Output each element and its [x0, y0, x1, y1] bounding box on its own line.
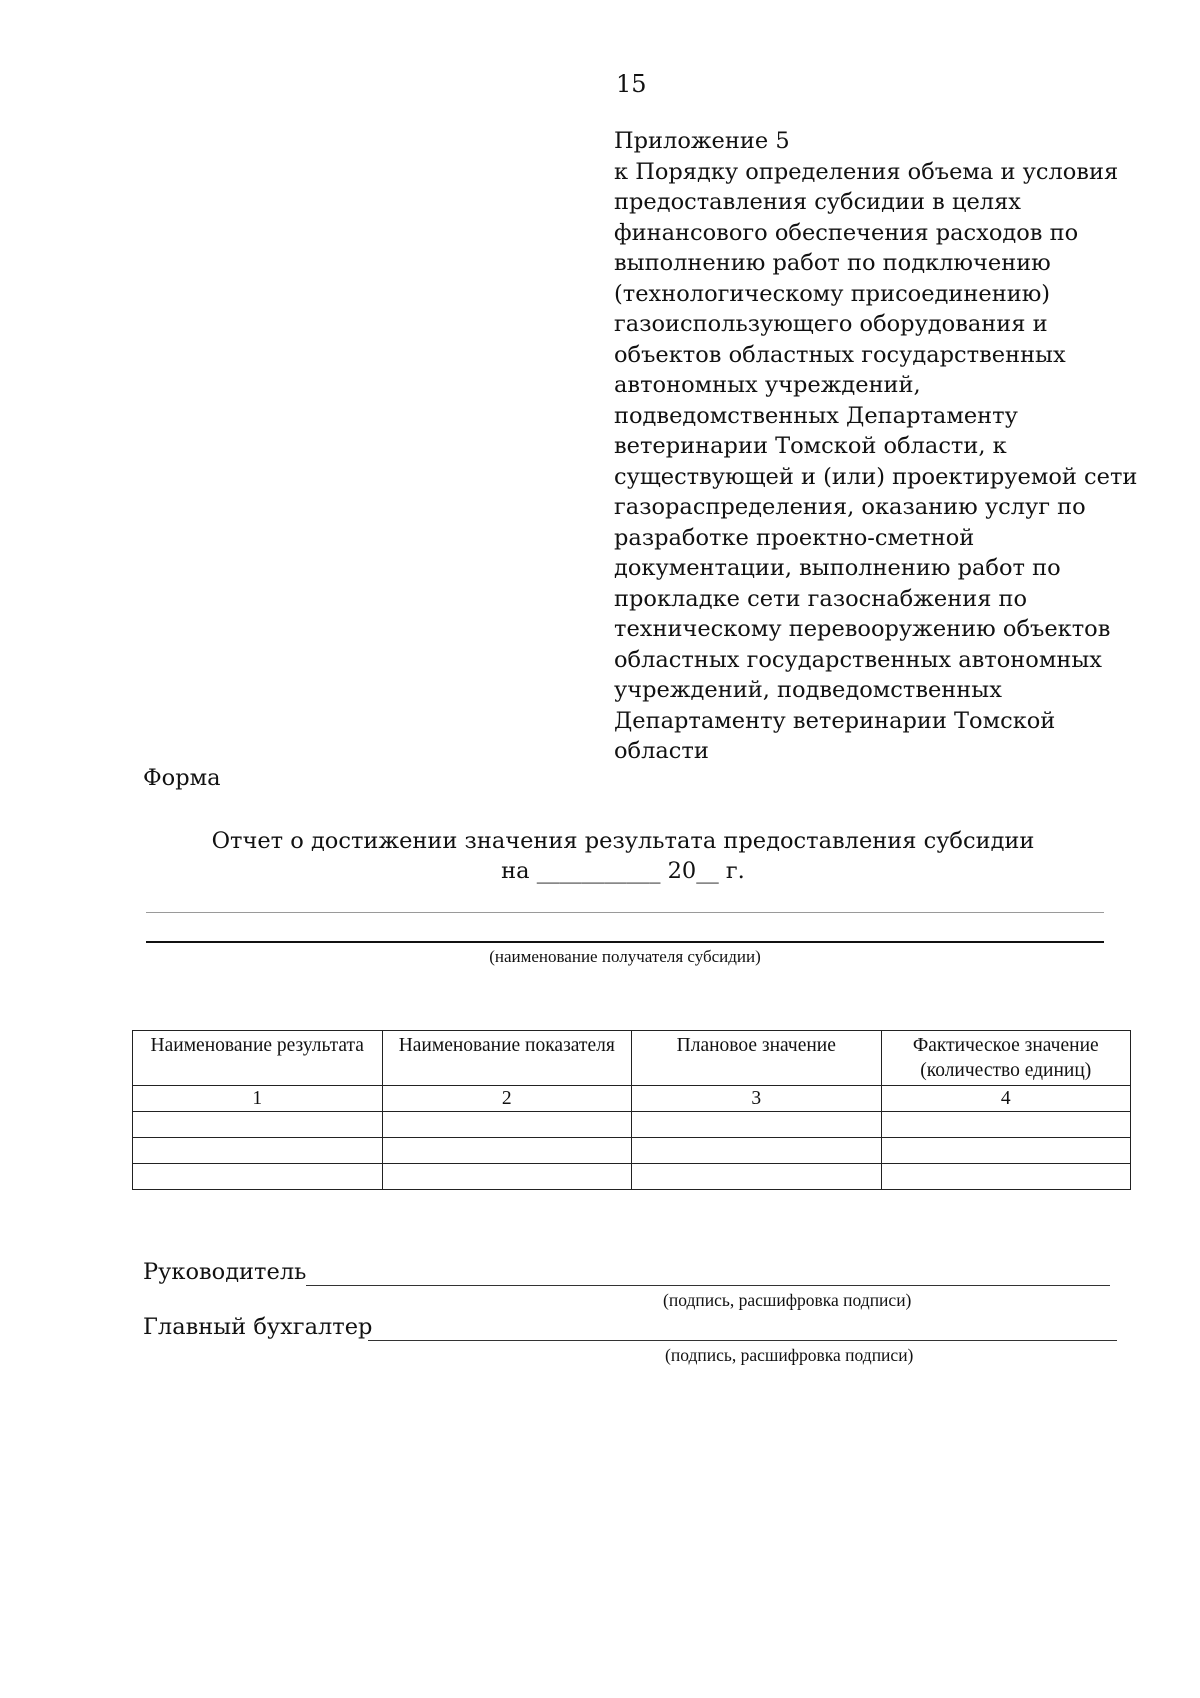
appendix-line: финансового обеспечения расходов по — [614, 219, 1079, 246]
table-cell — [382, 1112, 632, 1138]
results-table — [132, 1030, 1131, 1190]
table-cell — [382, 1138, 632, 1164]
table-cell — [133, 1138, 383, 1164]
page-number: 15 — [616, 70, 647, 98]
appendix-line: Департаменту ветеринарии Томской — [614, 707, 1056, 734]
table-header-cell: Наименование показателя — [382, 1031, 632, 1086]
appendix-line: газораспределения, оказанию услуг по — [614, 494, 1086, 520]
appendix-line: предоставления субсидии в целях — [614, 189, 1021, 215]
column-number-cell: 2 — [382, 1086, 632, 1112]
table-cell — [632, 1138, 882, 1164]
head-signature-caption: (подпись, расшифровка подписи) — [663, 1290, 912, 1310]
appendix-line: Приложение 5 — [614, 128, 790, 154]
head-signature-label: Руководитель — [143, 1259, 307, 1285]
accountant-signature-caption: (подпись, расшифровка подписи) — [665, 1345, 914, 1365]
column-number-cell: 4 — [881, 1086, 1131, 1112]
table-header-cell: Плановое значение — [632, 1031, 882, 1086]
table-cell — [133, 1164, 383, 1190]
table-row — [133, 1164, 1131, 1190]
table-cell — [632, 1164, 882, 1190]
recipient-name-underline — [146, 941, 1104, 943]
appendix-line: учреждений, подведомственных — [614, 677, 1002, 703]
accountant-signature-line — [368, 1340, 1117, 1341]
appendix-line: документации, выполнению работ по — [614, 555, 1061, 581]
recipient-caption: (наименование получателя субсидии) — [489, 947, 761, 966]
appendix-line: существующей и (или) проектируемой сети — [614, 463, 1138, 490]
table-row — [133, 1138, 1131, 1164]
table-cell — [632, 1112, 882, 1138]
report-date-line: на ___________ 20__ г. — [501, 858, 745, 884]
appendix-line: газоиспользующего оборудования и — [614, 311, 1048, 337]
appendix-line: автономных учреждений, — [614, 372, 921, 398]
table-header-cell: Наименование результата — [133, 1031, 383, 1086]
appendix-line: (технологическому присоединению) — [614, 280, 1051, 307]
table-header-row — [133, 1031, 1131, 1086]
form-label: Форма — [143, 765, 221, 791]
accountant-signature-label: Главный бухгалтер — [143, 1314, 373, 1340]
table-column-number-row — [133, 1086, 1131, 1112]
table-cell — [881, 1112, 1131, 1138]
table-cell — [881, 1138, 1131, 1164]
appendix-header — [614, 126, 1138, 767]
report-title: Отчет о достижении значения результата предоставления субсидии — [211, 828, 1035, 854]
appendix-line: подведомственных Департаменту — [614, 402, 1018, 429]
table-row — [133, 1112, 1131, 1138]
appendix-line: ветеринарии Томской области, к — [614, 433, 1007, 459]
appendix-line: к Порядку определения объема и условия — [614, 158, 1119, 185]
head-signature-line — [306, 1285, 1110, 1286]
table-cell — [133, 1112, 383, 1138]
appendix-line: техническому перевооружению объектов — [614, 616, 1111, 642]
appendix-line: разработке проектно-сметной — [614, 524, 975, 551]
appendix-line: выполнению работ по подключению — [614, 250, 1051, 276]
appendix-line: объектов областных государственных — [614, 341, 1066, 368]
column-number-cell: 3 — [632, 1086, 882, 1112]
appendix-line: прокладке сети газоснабжения по — [614, 585, 1028, 612]
table-cell — [382, 1164, 632, 1190]
table-header-cell: Фактическое значение (количество единиц) — [881, 1031, 1131, 1086]
column-number-cell: 1 — [133, 1086, 383, 1112]
recipient-name-line — [146, 912, 1104, 913]
appendix-line: областных государственных автономных — [614, 646, 1102, 673]
table-cell — [881, 1164, 1131, 1190]
appendix-line: области — [614, 738, 709, 764]
